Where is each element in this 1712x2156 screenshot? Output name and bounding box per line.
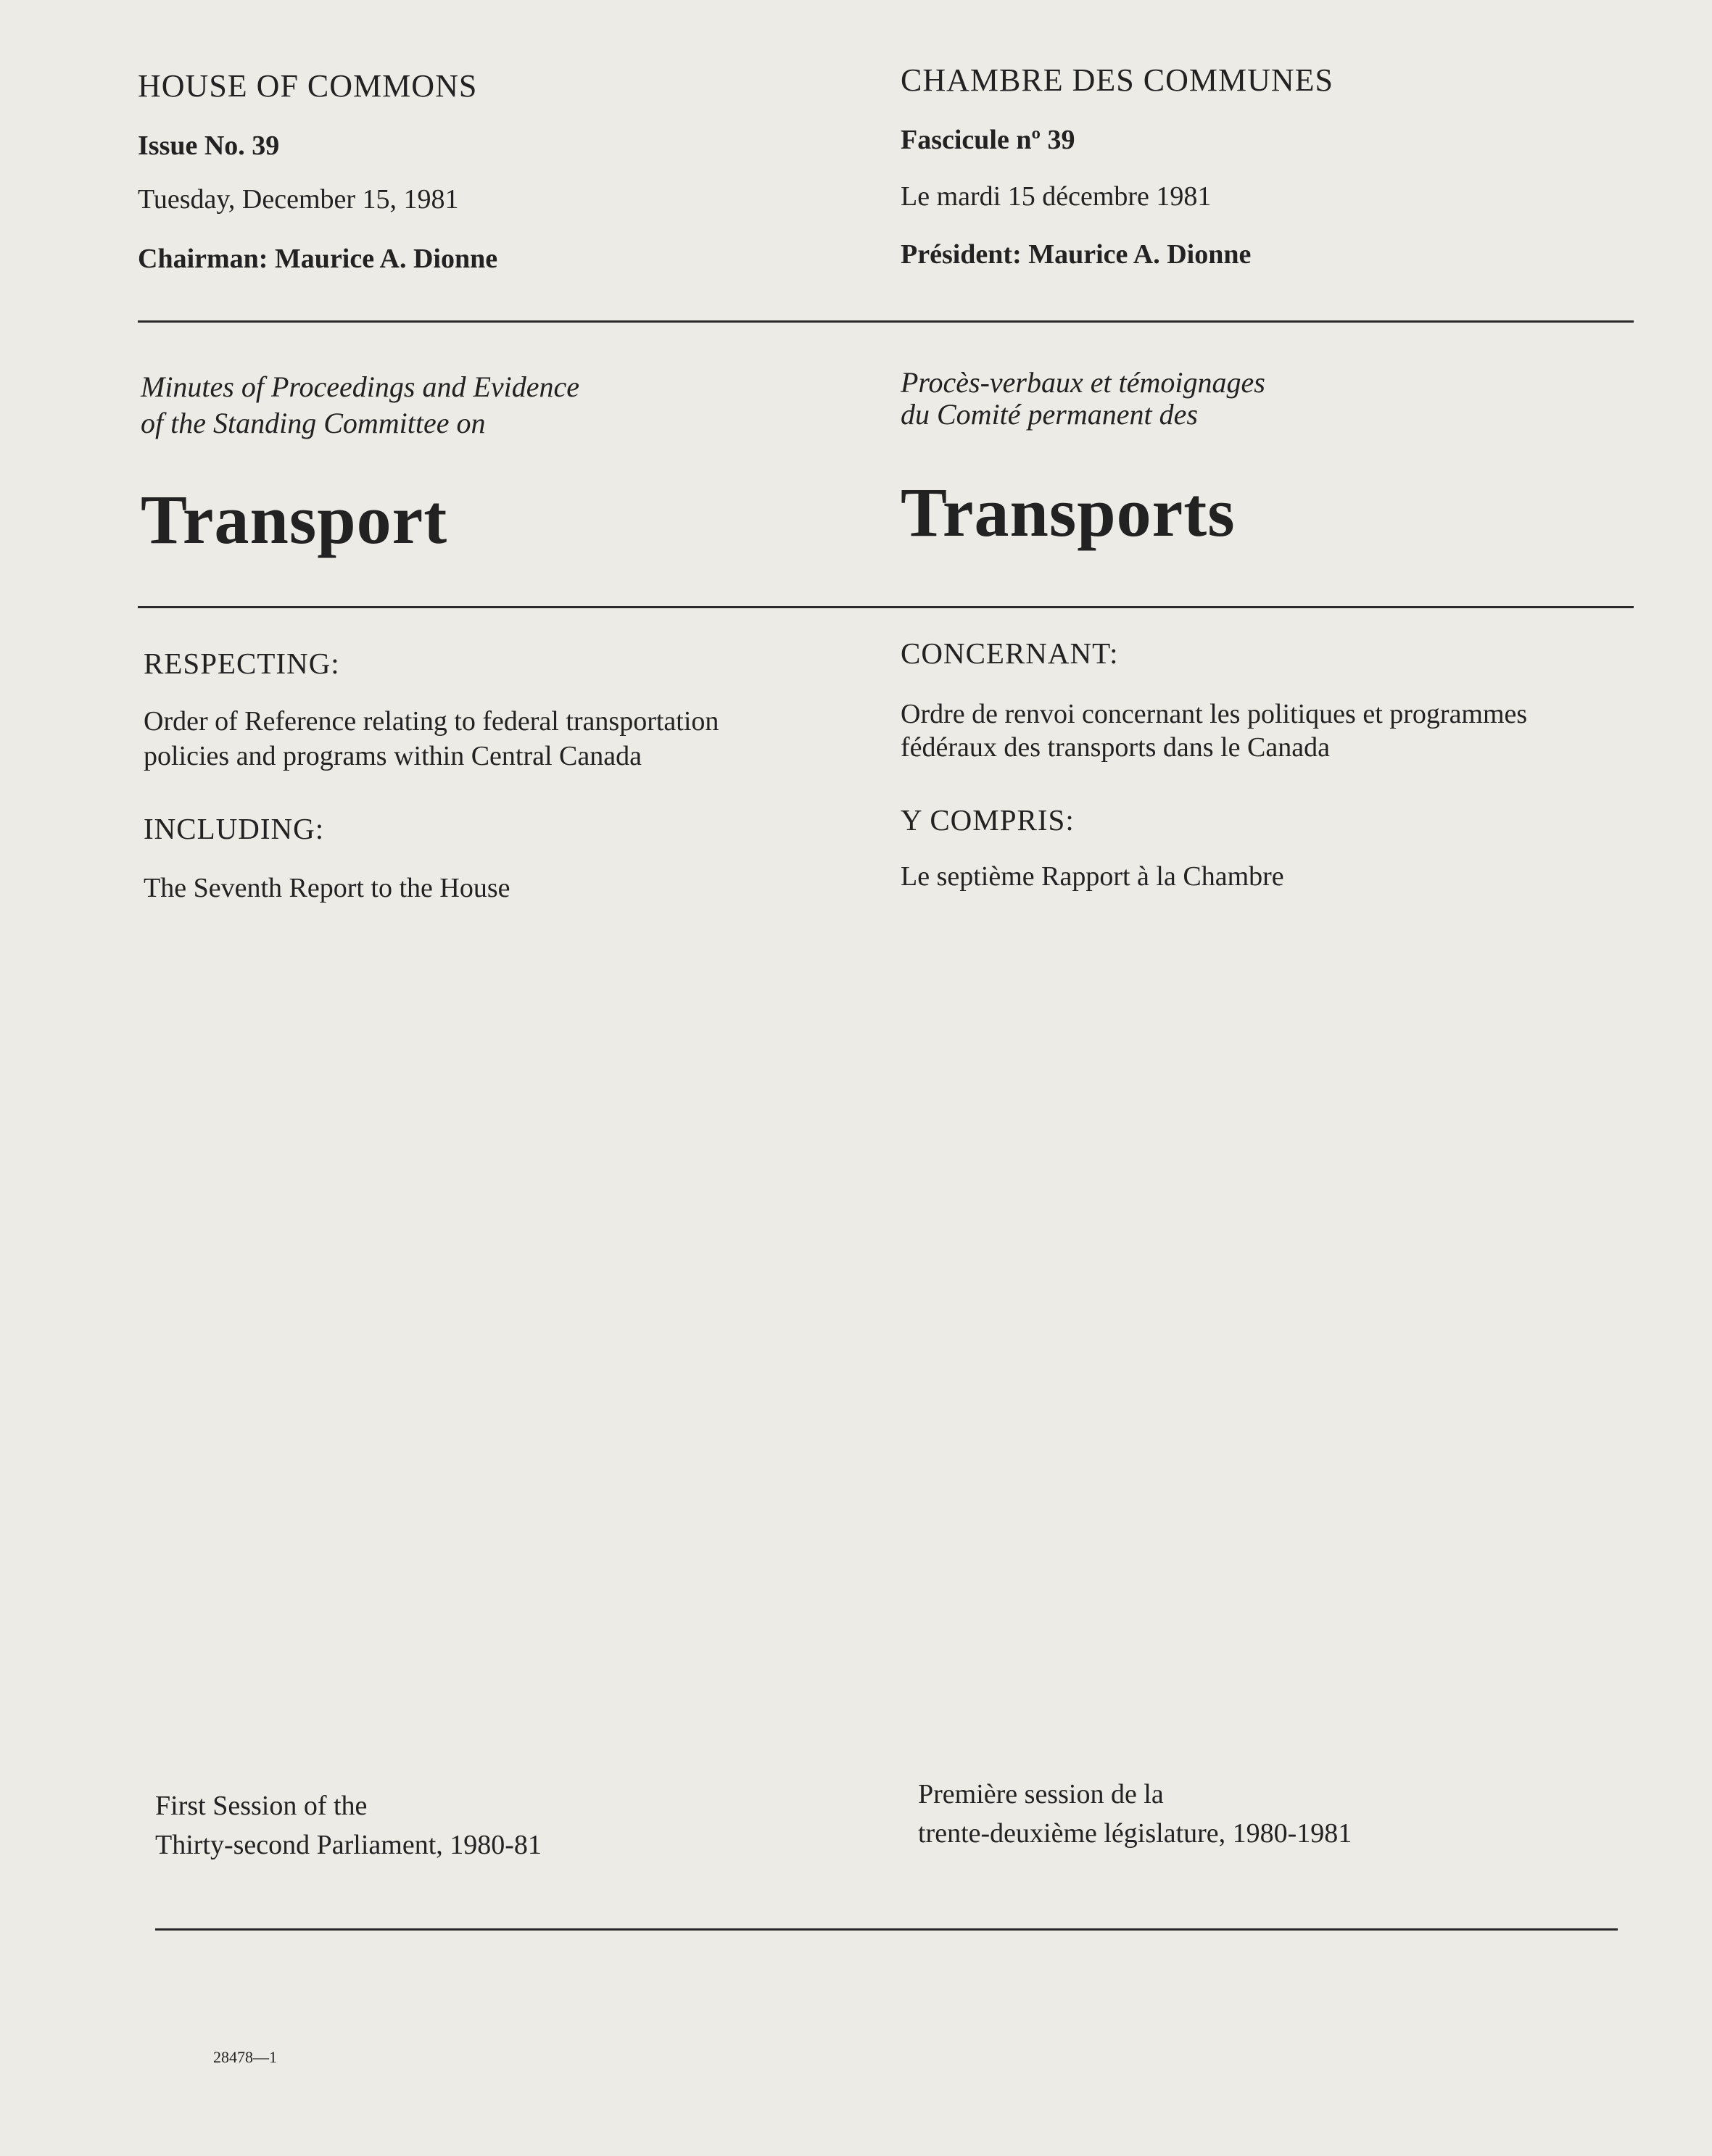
title-divider-rule bbox=[138, 606, 1634, 608]
minutes-line-1: Minutes of Proceedings and Evidence bbox=[141, 370, 579, 403]
print-code: 28478—1 bbox=[213, 2048, 277, 2066]
president-line: Président: Maurice A. Dionne bbox=[901, 239, 1252, 270]
proces-verbaux-line-1: Procès-verbaux et témoignages bbox=[901, 366, 1265, 399]
comite-title: Transports bbox=[901, 473, 1236, 551]
concernant-heading: CONCERNANT: bbox=[901, 637, 1119, 670]
y-compris-heading: Y COMPRIS: bbox=[901, 803, 1075, 837]
concernant-text-line-1: Ordre de renvoi concernant les politiques et programmes bbox=[901, 699, 1528, 729]
committee-title: Transport bbox=[141, 481, 448, 558]
bottom-divider-rule bbox=[155, 1928, 1618, 1931]
fascicule-date: Le mardi 15 décembre 1981 bbox=[901, 181, 1212, 212]
fascicule-number: Fascicule nº 39 bbox=[901, 125, 1075, 155]
respecting-text-line-1: Order of Reference relating to federal transportation bbox=[144, 706, 719, 737]
y-compris-text: Le septième Rapport à la Chambre bbox=[901, 861, 1284, 892]
issue-number: Issue No. 39 bbox=[138, 130, 280, 161]
premiere-session-line-1: Première session de la bbox=[918, 1779, 1164, 1809]
proces-verbaux-line-2: du Comité permanent des bbox=[901, 398, 1198, 431]
respecting-text-line-2: policies and programs within Central Canada bbox=[144, 741, 642, 771]
house-of-commons-heading: HOUSE OF COMMONS bbox=[138, 68, 478, 104]
top-divider-rule bbox=[138, 320, 1634, 323]
session-line-1: First Session of the bbox=[155, 1791, 368, 1821]
minutes-line-2: of the Standing Committee on bbox=[141, 407, 486, 439]
premiere-session-line-2: trente-deuxième législature, 1980-1981 bbox=[918, 1818, 1352, 1849]
respecting-heading: RESPECTING: bbox=[144, 647, 340, 680]
issue-date: Tuesday, December 15, 1981 bbox=[138, 184, 459, 215]
including-heading: INCLUDING: bbox=[144, 812, 325, 845]
chairman-line: Chairman: Maurice A. Dionne bbox=[138, 244, 498, 274]
session-line-2: Thirty-second Parliament, 1980-81 bbox=[155, 1830, 542, 1860]
concernant-text-line-2: fédéraux des transports dans le Canada bbox=[901, 732, 1330, 763]
chambre-des-communes-heading: CHAMBRE DES COMMUNES bbox=[901, 62, 1333, 98]
including-text: The Seventh Report to the House bbox=[144, 873, 510, 903]
